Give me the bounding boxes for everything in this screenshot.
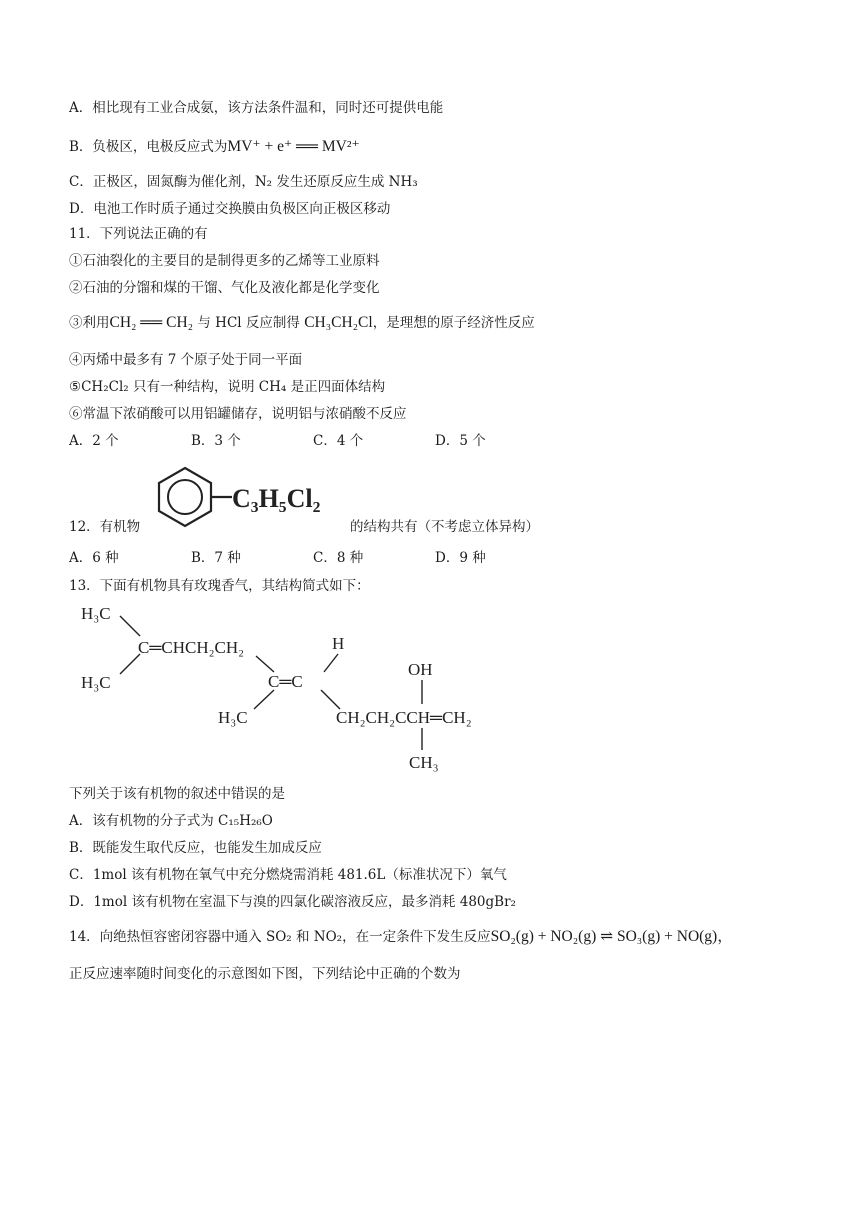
q12-substituent-formula: C₃H₅Cl₂ bbox=[232, 484, 321, 513]
q11-statement-4: ④丙烯中最多有 7 个原子处于同一平面 bbox=[69, 352, 303, 368]
q11-s3-suffix: ，是理想的原子经济性反应 bbox=[372, 315, 535, 331]
q12-option-b: B．7 种 bbox=[191, 550, 241, 566]
struct-h3c-top: H₃C bbox=[81, 604, 111, 623]
q11-statement-5: ⑤CH₂Cl₂ 只有一种结构，说明 CH₄ 是正四面体结构 bbox=[69, 379, 386, 395]
benzene-aromatic-circle bbox=[168, 480, 202, 514]
q10-option-a: A．相比现有工业合成氨，该方法条件温和，同时还可提供电能 bbox=[69, 100, 444, 116]
q11-option-d: D．5 个 bbox=[435, 433, 486, 449]
q12-stem-prefix: 12．有机物 bbox=[69, 519, 141, 535]
q11-statement-6: ⑥常温下浓硝酸可以用铝罐储存，说明铝与浓硝酸不反应 bbox=[69, 406, 407, 422]
struct-h3c-mid: H₃C bbox=[218, 708, 248, 727]
q12-option-d: D．9 种 bbox=[435, 550, 486, 566]
q12-options bbox=[69, 549, 629, 567]
struct-tail: CH₂CH₂CCH═CH₂ bbox=[336, 708, 472, 727]
q13-option-c: C．1mol 该有机物在氧气中充分燃烧需消耗 481.6L（标准状况下）氧气 bbox=[69, 867, 507, 883]
struct-oh-label: OH bbox=[408, 660, 433, 679]
q13-stem: 13．下面有机物具有玫瑰香气，其结构简式如下： bbox=[69, 578, 370, 594]
q11-option-a: A．2 个 bbox=[69, 433, 119, 449]
bond-chain-to-alkene bbox=[256, 656, 274, 672]
q14-equation: SO₂(g) + NO₂(g) ⇌ SO₃(g) + NO(g)， bbox=[490, 928, 733, 945]
q10-option-b-text: B．负极区，电极反应式为 bbox=[69, 139, 228, 155]
q13-structure-formula bbox=[76, 596, 526, 778]
q12-option-c: C．8 种 bbox=[313, 550, 364, 566]
bond-alkene-tail bbox=[321, 690, 340, 709]
q11-option-b: B．3 个 bbox=[191, 433, 241, 449]
bond-alkene-methyl bbox=[254, 690, 274, 709]
q14-stem-line-2: 正反应速率随时间变化的示意图如下图，下列结论中正确的个数为 bbox=[69, 966, 461, 982]
bond-alkene-h bbox=[324, 654, 338, 672]
struct-h-label: H bbox=[332, 634, 345, 653]
q12-stem-suffix: 的结构共有（不考虑立体异构） bbox=[350, 519, 539, 535]
q11-options bbox=[69, 432, 629, 450]
q11-statement-1: ①石油裂化的主要目的是制得更多的乙烯等工业原料 bbox=[69, 253, 380, 269]
struct-c-eq-c: C═C bbox=[268, 672, 303, 691]
q11-statement-2: ②石油的分馏和煤的干馏、气化及液化都是化学变化 bbox=[69, 280, 380, 296]
q11-s3-ethylene: CH₂ ══ CH₂ bbox=[109, 314, 194, 331]
benzene-ring bbox=[159, 468, 211, 526]
q12-benzene-structure bbox=[150, 462, 360, 528]
q11-s3-prefix: ③利用 bbox=[69, 315, 110, 331]
q13-option-b: B．既能发生取代反应，也能发生加成反应 bbox=[69, 840, 322, 856]
q13-question: 下列关于该有机物的叙述中错误的是 bbox=[69, 786, 285, 802]
q10-option-b bbox=[69, 138, 360, 156]
q14-stem-prefix: 14．向绝热恒容密闭容器中通入 SO₂ 和 NO₂，在一定条件下发生反应 bbox=[69, 929, 491, 945]
q13-option-a: A．该有机物的分子式为 C₁₅H₂₆O bbox=[69, 813, 273, 829]
q11-statement-3 bbox=[69, 314, 535, 332]
q11-s3-mid: 与 HCl 反应制得 bbox=[193, 315, 305, 331]
struct-h3c-bottom: H₃C bbox=[81, 673, 111, 692]
q11-stem: 11．下列说法正确的有 bbox=[69, 226, 208, 242]
q10-option-b-equation: MV⁺ + e⁺ ══ MV²⁺ bbox=[227, 138, 360, 155]
q10-option-c: C．正极区，固氮酶为催化剂，N₂ 发生还原反应生成 NH₃ bbox=[69, 174, 418, 190]
q12-option-a: A．6 种 bbox=[69, 550, 119, 566]
q13-option-d: D．1mol 该有机物在室温下与溴的四氯化碳溶液反应，最多消耗 480gBr₂ bbox=[69, 894, 516, 910]
q10-option-d: D．电池工作时质子通过交换膜由负极区向正极区移动 bbox=[69, 201, 391, 217]
q11-s3-chloroethane: CH₃CH₂Cl bbox=[304, 314, 373, 331]
struct-ch3: CH₃ bbox=[409, 753, 439, 772]
q14-stem-line-1 bbox=[69, 928, 733, 946]
bond-top-methyl bbox=[120, 616, 140, 636]
q11-option-c: C．4 个 bbox=[313, 433, 364, 449]
bond-bottom-methyl bbox=[120, 654, 140, 674]
struct-chain: C═CHCH₂CH₂ bbox=[138, 638, 245, 657]
